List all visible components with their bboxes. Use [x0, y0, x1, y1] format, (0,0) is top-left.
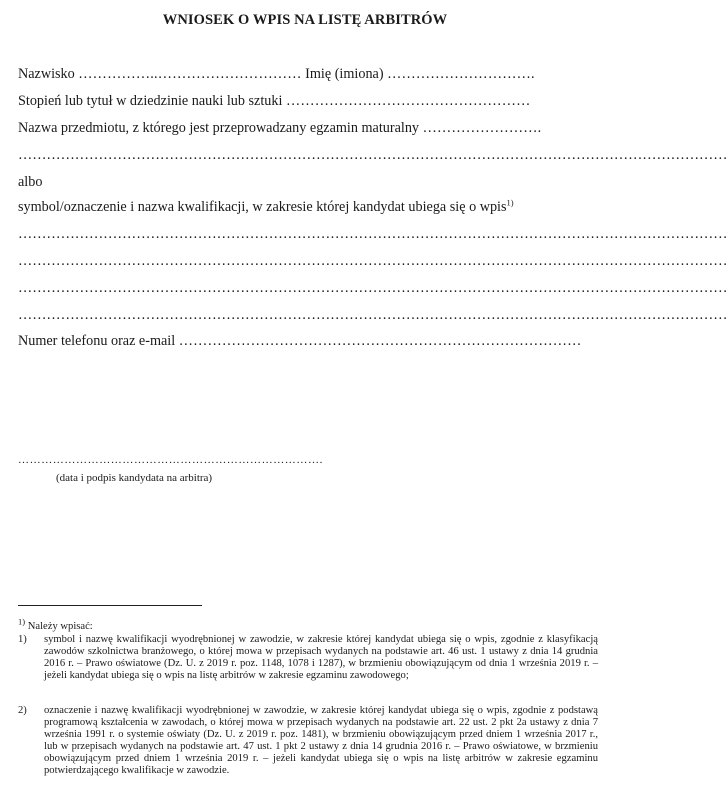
signature-field[interactable]: ……………………………………………………………………. — [18, 454, 323, 466]
or-label: albo — [18, 174, 43, 190]
name-label: Imię (imiona) — [305, 66, 384, 82]
footnote-item-number: 1) — [18, 634, 27, 645]
name-field[interactable]: …………………………. — [387, 66, 535, 82]
footnote-ref: 1) — [506, 197, 514, 208]
qualification-field-1[interactable]: …………………………………………………………………………………………………………………………………… — [18, 226, 727, 242]
qualification-field-3[interactable]: …………………………………………………………………………………………………………………………………… — [18, 280, 727, 296]
qualification-label: symbol/oznaczenie i nazwa kwalifikacji, w zakresie której kandydat ubiega się o wpis — [18, 199, 507, 215]
subject-field-continuation[interactable]: …………………………………………………………………………………………………………………………………… — [18, 147, 727, 163]
footnote-item — [18, 705, 598, 778]
subject-field[interactable]: ……………………. — [422, 120, 542, 136]
signature-label: (data i podpis kandydata na arbitra) — [56, 472, 213, 484]
phone-label: Numer telefonu oraz e-mail — [18, 333, 176, 349]
document-title: WNIOSEK O WPIS NA LISTĘ ARBITRÓW — [162, 12, 448, 28]
surname-field[interactable]: ……………..………………………… — [78, 66, 302, 82]
degree-field[interactable]: …………………………………………… — [285, 93, 531, 109]
qualification-row — [18, 197, 596, 217]
footnote-marker: 1) — [18, 616, 26, 627]
subject-row — [18, 118, 596, 138]
surname-label: Nazwisko — [18, 66, 75, 82]
phone-row — [18, 331, 596, 351]
subject-label: Nazwa przedmiotu, z którego jest przeprowadzany egzamin maturalny — [18, 120, 420, 136]
footnote-item — [18, 634, 598, 682]
phone-field[interactable]: ………………………………………………………………………… — [178, 333, 582, 349]
footnote-head — [18, 616, 598, 633]
footnote-item-number: 2) — [18, 705, 27, 716]
footnote-item-text: oznaczenie i nazwę kwalifikacji wyodrębnionej w zawodzie, w zakresie której kandydat ubiega się o wpis, zgodnie z podstawą programową kształcenia w zawodach, o której mowa w przepisach wydanych na podstawie art. 22 ust. 2 pkt 2a ustawy z dnia 7 września 1991 r. o systemie oświaty (Dz. U. z 2019 r. poz. 1481), w brzmieniu obowiązującym przed dniem 1 września 2017 r., lub w przepisach wydanych na podstawie art. 47 ust. 1 pkt 2 ustawy z dnia 14 grudnia 2016 r. – Prawo oświatowe, w brzmieniu obowiązującym przed dniem 1 września 2019 r. – jeżeli kandydat ubiega się o wpis na listę arbitrów w zakresie egzaminu potwierdzającego kwalifikacje w zawodzie. — [44, 705, 598, 777]
footnote-head-text: Należy wpisać: — [27, 621, 93, 632]
degree-row — [18, 91, 596, 111]
qualification-field-4[interactable]: …………………………………………………………………………………………………………………………………… — [18, 307, 727, 323]
degree-label: Stopień lub tytuł w dziedzinie nauki lub sztuki — [18, 93, 283, 109]
footnote-item-text: symbol i nazwę kwalifikacji wyodrębnionej w zawodzie, w zakresie której kandydat ubiega się o wpis, zgodnie z klasyfikacją zawodów szkolnictwa branżowego, o której mowa w przepisach wydanych na podstawie art. 46 ust. 1 ustawy z dnia 14 grudnia 2016 r. – Prawo oświatowe (Dz. U. z 2019 r. poz. 1148, 1078 i 1287), w brzmieniu obowiązującym od dnia 1 września 2019 r. – jeżeli kandydat ubiega się o wpis na listę arbitrów w zakresie egzaminu zawodowego; — [44, 634, 598, 682]
footnote-divider — [18, 605, 202, 606]
qualification-field-2[interactable]: …………………………………………………………………………………………………………………………………… — [18, 253, 727, 269]
surname-name-row — [18, 64, 596, 84]
